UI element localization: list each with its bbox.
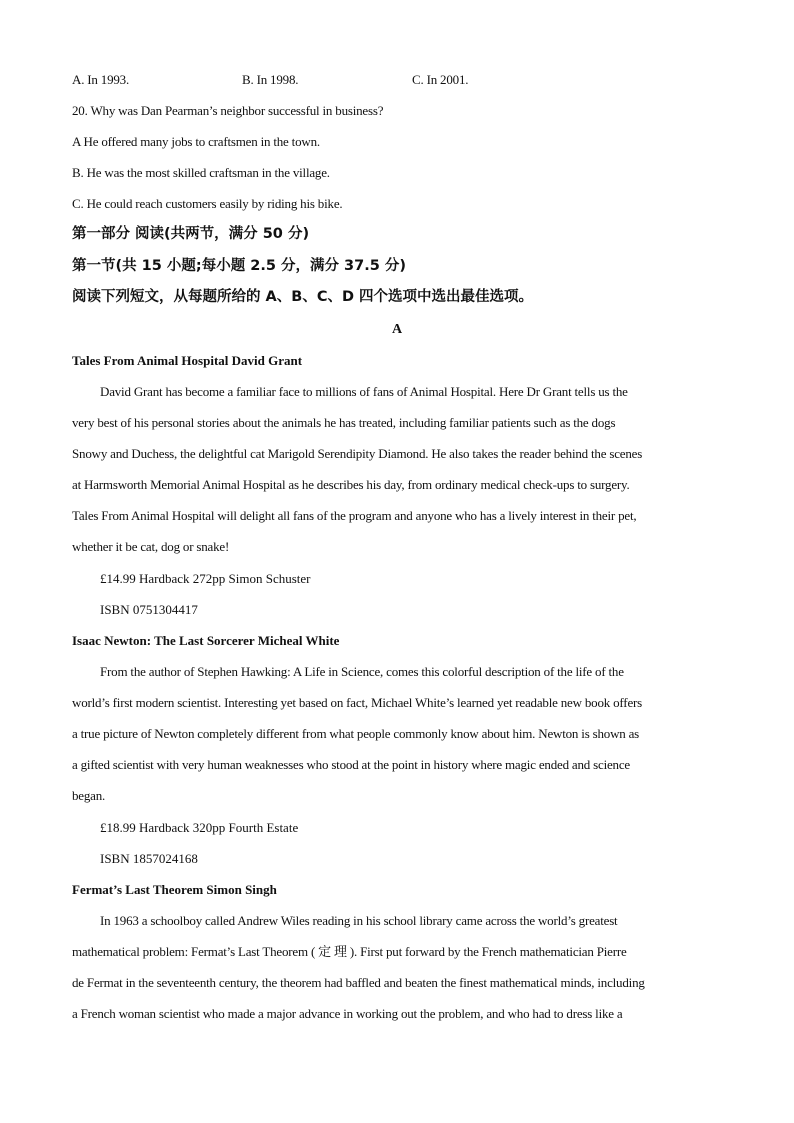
book-isbn: ISBN 0751304417 [100,601,198,617]
paragraph-line: a gifted scientist with very human weaknesses who stood at the point in history where magic ended and science [72,757,630,773]
paragraph-line: a true picture of Newton completely different from what people commonly know about him. Newton is shown as [72,726,640,741]
book-title: Isaac Newton: The Last Sorcerer Micheal White [72,632,340,648]
paragraph-line: David Grant has become a familiar face to millions of fans of Animal Hospital. Here Dr Grant tells us the [100,383,628,399]
book-description [72,376,722,563]
book-price: £14.99 Hardback 272pp Simon Schuster [100,570,311,586]
q19-options [72,64,722,95]
book-price: £18.99 Hardback 320pp Fourth Estate [100,819,299,835]
q20-option-a: A He offered many jobs to craftsmen in the town. [72,134,320,149]
book-description [72,656,722,812]
passage-letter: A [391,321,403,337]
paragraph-line: Tales From Animal Hospital will delight all fans of the program and anyone who has a lively interest in their pet, [72,508,637,524]
paragraph-line: In 1963 a schoolboy called Andrew Wiles reading in his school library came across the world’s greatest [100,912,618,928]
section-heading: 第一节(共 15 小题;每小题 2.5 分，满分 37.5 分) [72,257,406,274]
paragraph-line: whether it be cat, dog or snake! [72,539,230,555]
paragraph-line: a French woman scientist who made a major advance in working out the problem, and who had to dress like a [72,1006,623,1022]
paragraph-line: mathematical problem: Fermat’s Last Theorem ( 定 理 ). First put forward by the French mathematician Pierre [72,943,627,959]
book-description [72,905,722,1030]
part-heading: 第一部分 阅读(共两节，满分 50 分) [72,226,310,242]
paragraph-line: Snowy and Duchess, the delightful cat Marigold Serendipity Diamond. He also takes the reader behind the scenes [72,445,643,461]
paragraph-line: de Fermat in the seventeenth century, the theorem had baffled and beaten the finest mathematical minds, including [72,974,645,990]
q20-option-c: C. He could reach customers easily by riding his bike. [72,196,343,211]
q20-option-b: B. He was the most skilled craftsman in the village. [72,165,330,180]
paragraph-line: very best of his personal stories about the animals he has treated, including familiar patients such as the dogs [72,414,616,430]
q19-option-b: B. In 1998. [242,72,299,87]
q20-question: 20. Why was Dan Pearman’s neighbor successful in business? [72,103,384,118]
paragraph-line: began. [72,788,106,804]
q19-option-c: C. In 2001. [412,72,469,87]
book-title: Tales From Animal Hospital David Grant [72,352,303,368]
book-title: Fermat’s Last Theorem Simon Singh [72,881,277,897]
book-isbn: ISBN 1857024168 [100,850,198,866]
document-page [72,64,722,1029]
paragraph-line: world’s first modern scientist. Interesting yet based on fact, Michael White’s learned yet readable new book offers [72,694,642,710]
paragraph-line: at Harmsworth Memorial Animal Hospital as he describes his day, from ordinary medical check-ups to surgery. [72,477,630,493]
q19-option-a: A. In 1993. [72,72,130,87]
paragraph-line: From the author of Stephen Hawking: A Life in Science, comes this colorful description of the life of the [100,663,624,679]
instruction-heading: 阅读下列短文，从每题所给的 A、B、C、D 四个选项中选出最佳选项。 [72,289,534,305]
